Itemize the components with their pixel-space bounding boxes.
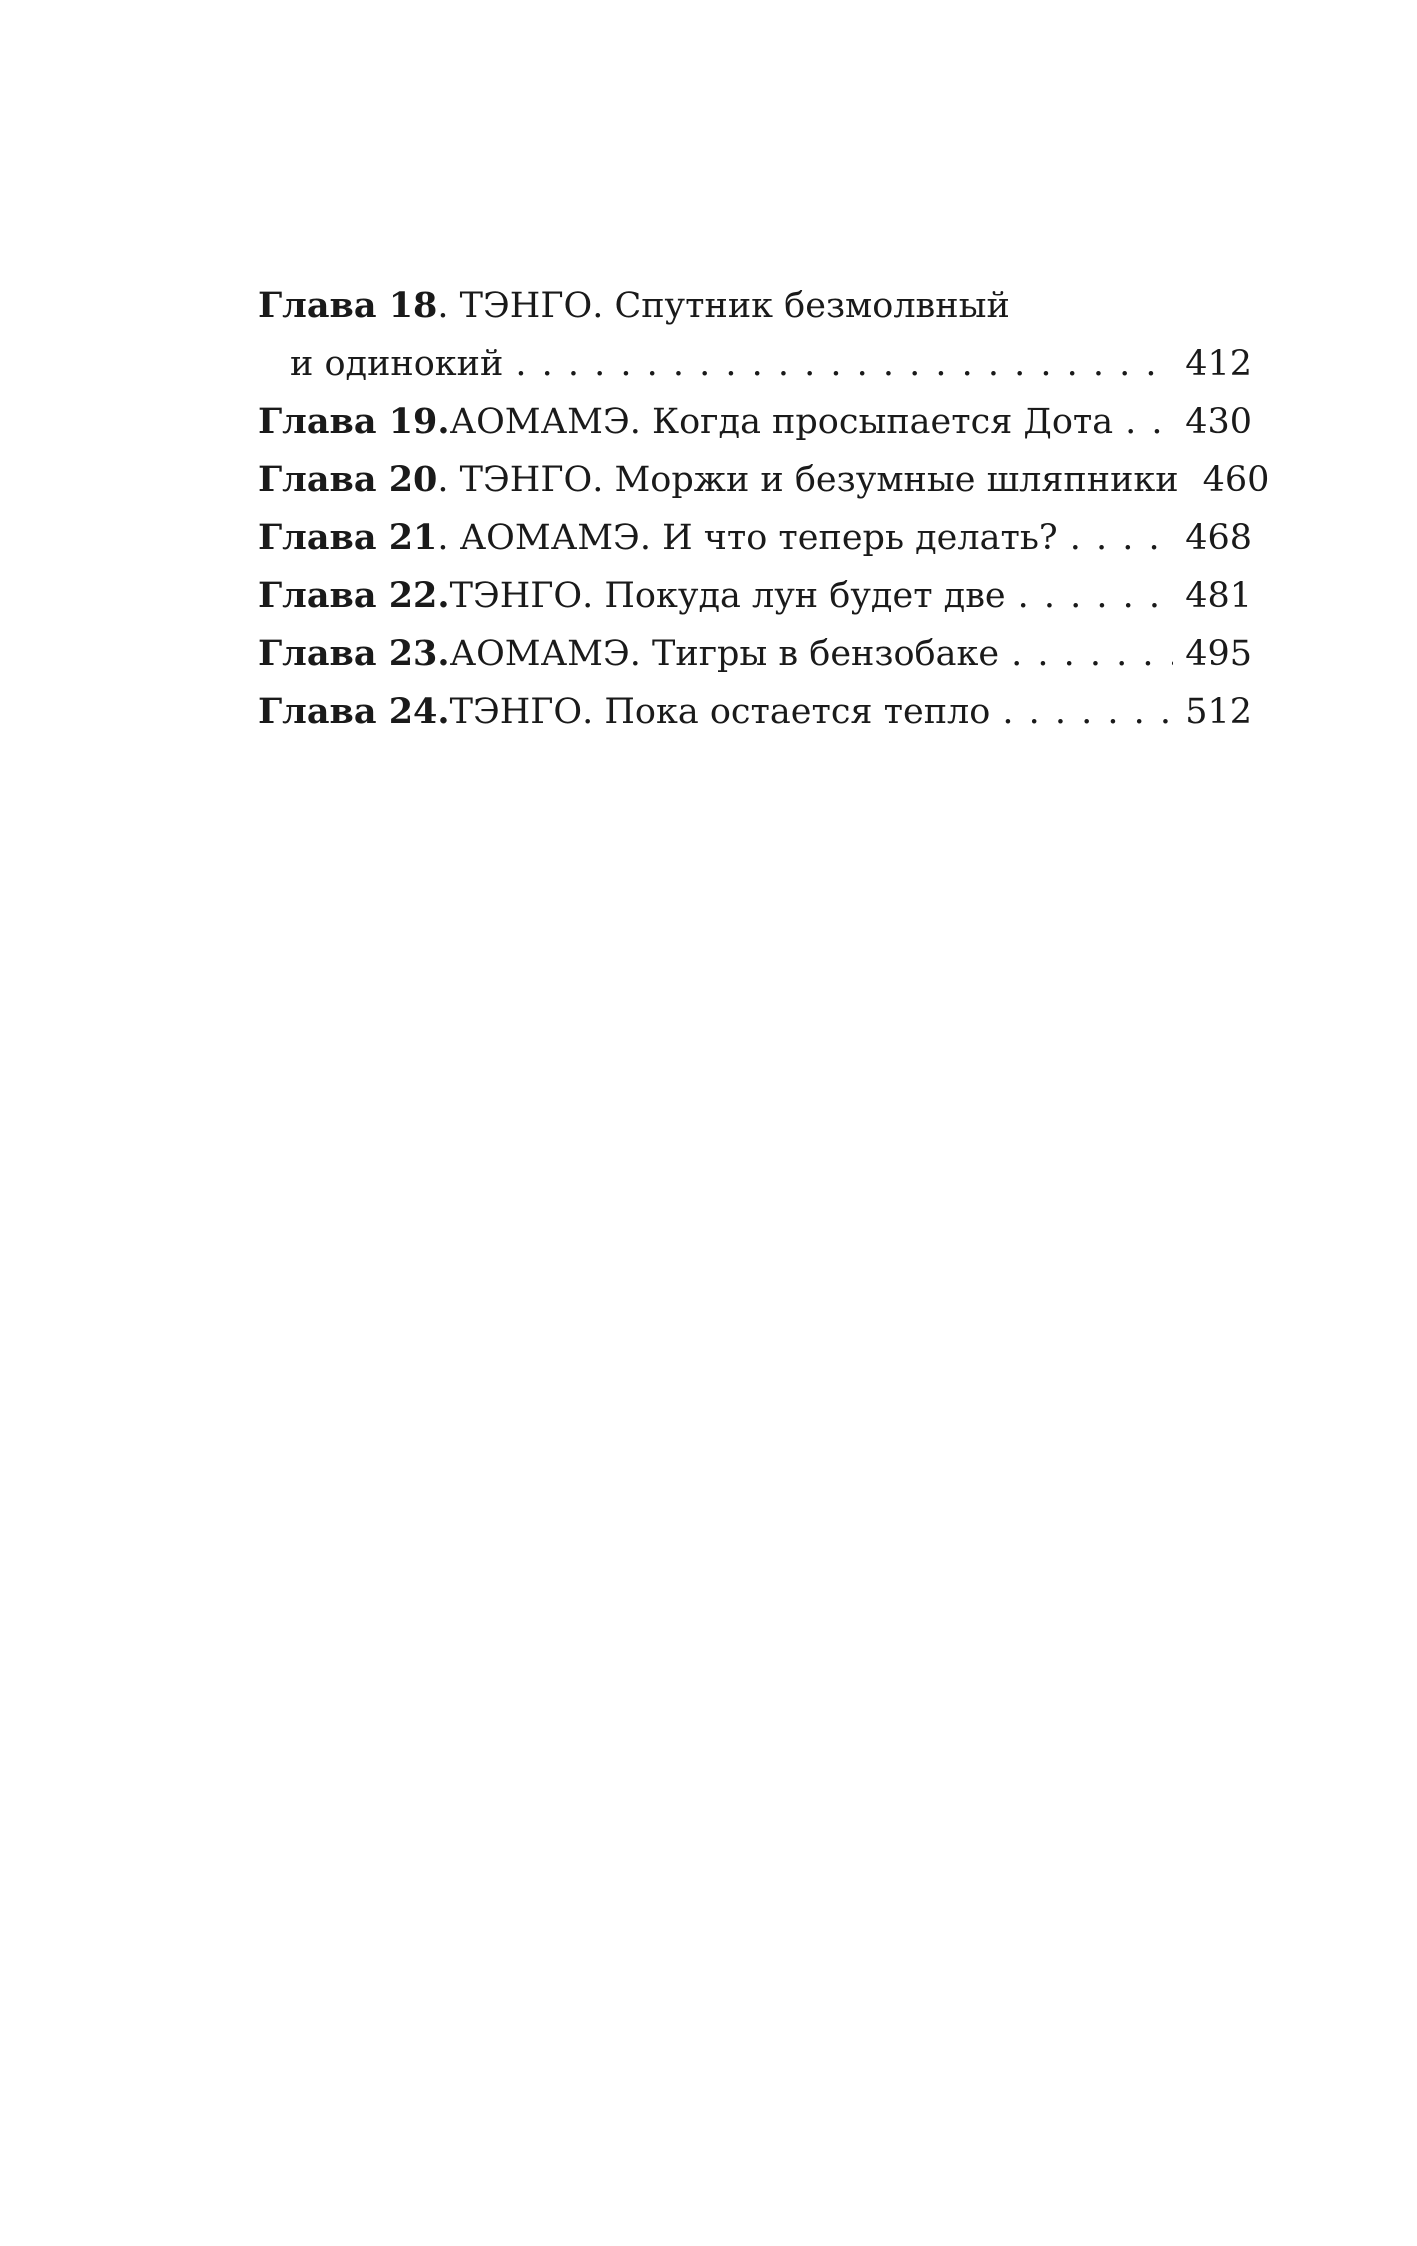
page-number: 512 [1185, 692, 1252, 732]
page-number: 468 [1185, 518, 1252, 558]
page-number: 460 [1202, 460, 1270, 500]
toc-entry-line [258, 277, 1252, 335]
chapter-title: ТЭНГО. Пока остается тепло [449, 692, 991, 732]
page-number: 412 [1185, 344, 1252, 384]
chapter-label: Глава 24. [258, 691, 450, 732]
toc-entry-18 [258, 277, 1252, 393]
toc-entry-line [258, 393, 1252, 451]
toc-entry-line [258, 625, 1252, 683]
chapter-title: . АОМАМЭ. И что теперь делать? [437, 518, 1058, 558]
chapter-label: Глава 23. [258, 633, 450, 674]
toc-entry-line [258, 567, 1252, 625]
toc-entry-line [258, 335, 1252, 393]
chapter-label: Глава 19. [258, 401, 450, 442]
chapter-label: Глава 22. [258, 575, 450, 616]
dot-leader [1070, 509, 1174, 567]
page-number: 430 [1185, 402, 1252, 442]
chapter-title-continued: и одинокий [290, 344, 504, 384]
toc-entry-22 [258, 567, 1252, 625]
toc-entry-line [258, 509, 1252, 567]
table-of-contents [258, 277, 1270, 741]
toc-entry-20 [258, 451, 1270, 509]
toc-entry-line [258, 683, 1252, 741]
dot-leader [1011, 625, 1173, 683]
toc-entry-21 [258, 509, 1252, 567]
chapter-label: Глава 18 [258, 285, 438, 326]
chapter-label: Глава 20 [258, 459, 438, 500]
chapter-title: АОМАМЭ. Когда просыпается Дота [449, 402, 1114, 442]
chapter-title: . ТЭНГО. Спутник безмолвный [437, 286, 1010, 326]
chapter-label: Глава 21 [258, 517, 438, 558]
chapter-title: . ТЭНГО. Моржи и безумные шляпники [437, 460, 1179, 500]
dot-leader [1018, 567, 1174, 625]
dot-leader [1002, 683, 1173, 741]
dot-leader [515, 335, 1173, 393]
toc-entry-line [258, 451, 1270, 509]
toc-entry-23 [258, 625, 1252, 683]
chapter-title: АОМАМЭ. Тигры в бензобаке [449, 634, 1000, 674]
page-number: 495 [1185, 634, 1252, 674]
chapter-title: ТЭНГО. Покуда лун будет две [449, 576, 1006, 616]
page-number: 481 [1185, 576, 1252, 616]
toc-entry-19 [258, 393, 1252, 451]
dot-leader [1125, 393, 1173, 451]
toc-entry-24 [258, 683, 1252, 741]
